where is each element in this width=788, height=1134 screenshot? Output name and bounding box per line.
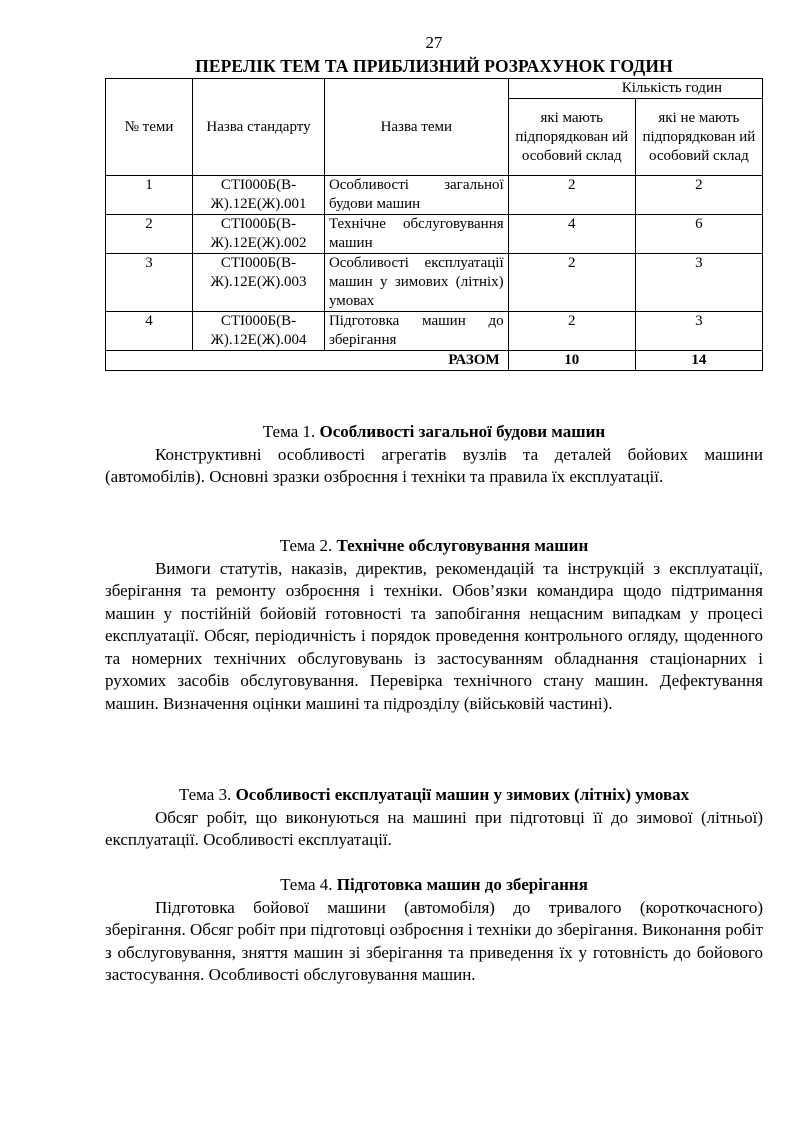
total-hours-no-subordinate: 14 (635, 351, 762, 371)
row-standard: СТІ000Б(В-Ж).12Е(Ж).002 (193, 215, 325, 254)
topic-body: Конструктивні особливості агрегатів вузлів та деталей бойових машини (автомобілів). Основні зразки озброєння і техніки та правила їх експлуатації. (105, 444, 763, 486)
row-number: 4 (106, 312, 193, 351)
topic-body: Підготовка бойової машини (автомобіля) до тривалого (короткочасного) зберігання. Обсяг робіт при підготовці озброєння і техніки до зберігання. Виконання робіт з обслуговування, зняття машин зі зберігання та приведення їх у готовність до бойового застосування. Особливості обслуговування машин. (105, 897, 764, 984)
header-without-subordinates: які не мають підпорядкован ий особовий склад (635, 99, 762, 176)
table-total-row (106, 351, 763, 371)
document-title: ПЕРЕЛІК ТЕМ ТА ПРИБЛИЗНИЙ РОЗРАХУНОК ГОДИН (195, 56, 673, 76)
topic-title: Підготовка машин до зберігання (336, 875, 588, 894)
table-row (106, 176, 763, 215)
topic-heading (105, 421, 763, 444)
row-hours-no-subordinate: 3 (635, 312, 762, 351)
row-topic: Особливості загальної будови машин (324, 176, 508, 215)
table-row (106, 215, 763, 254)
topic-prefix: Тема 2. (279, 536, 333, 555)
topic-title: Особливості експлуатації машин у зимових (літніх) умовах (235, 785, 690, 804)
row-standard: СТІ000Б(В-Ж).12Е(Ж).004 (193, 312, 325, 351)
topic-body: Вимоги статутів, наказів, директив, рекомендацій та інструкцій з експлуатації, зберігання та ремонту озброєння і техніки. Обов’язки командира щодо підтримання машин у постійній бойовій готовності та запобігання нещасним випадкам у процесі експлуатації. Обсяг, періодичність і порядок проведення контрольного огляду, щоденного та номерних технічних обслуговувань із застосуванням обладнання стаціонарних і рухомих засобів обслуговування. Перевірка технічного стану машин. Дефектування машин. Визначення оцінки машині та підрозділу (військовій частині). (105, 558, 763, 713)
row-topic: Технічне обслуговування машин (324, 215, 508, 254)
row-hours-no-subordinate: 3 (635, 254, 762, 312)
row-standard: СТІ000Б(В-Ж).12Е(Ж).003 (193, 254, 325, 312)
row-hours-subordinate: 2 (508, 254, 635, 312)
row-topic: Підготовка машин до зберігання (324, 312, 508, 351)
topic-section-1 (105, 421, 763, 489)
table-row (106, 312, 763, 351)
total-label: РАЗОМ (106, 351, 509, 371)
topic-heading (105, 874, 763, 897)
topic-heading (105, 784, 763, 807)
topic-prefix: Тема 3. (178, 785, 232, 804)
row-number: 1 (106, 176, 193, 215)
table-header-row (106, 79, 763, 99)
topic-title: Особливості загальної будови машин (319, 422, 606, 441)
row-hours-subordinate: 4 (508, 215, 635, 254)
row-hours-no-subordinate: 2 (635, 176, 762, 215)
topic-prefix: Тема 4. (280, 875, 333, 894)
topic-body: Обсяг робіт, що виконуються на машині при підготовці її до зимової (літньої) експлуатації. Особливості експлуатації. (105, 807, 763, 849)
header-standard-name: Назва стандарту (193, 79, 325, 176)
row-number: 3 (106, 254, 193, 312)
row-standard: СТІ000Б(В-Ж).12Е(Ж).001 (193, 176, 325, 215)
row-number: 2 (106, 215, 193, 254)
row-hours-subordinate: 2 (508, 312, 635, 351)
topic-section-4 (105, 874, 763, 987)
row-hours-no-subordinate: 6 (635, 215, 762, 254)
topic-section-2 (105, 535, 763, 715)
header-hours-group: Кількість годин (508, 79, 762, 99)
row-topic: Особливості експлуатації машин у зимових (літніх) умовах (324, 254, 508, 312)
header-with-subordinates: які мають підпорядкован ий особовий склад (508, 99, 635, 176)
table-row (106, 254, 763, 312)
header-topic-name: Назва теми (324, 79, 508, 176)
topic-heading (105, 535, 763, 558)
total-hours-subordinate: 10 (508, 351, 635, 371)
topic-prefix: Тема 1. (262, 422, 316, 441)
row-hours-subordinate: 2 (508, 176, 635, 215)
topics-hours-table (105, 78, 763, 371)
topic-section-3 (105, 784, 763, 852)
page-number: 27 (425, 33, 443, 52)
topic-title: Технічне обслуговування машин (336, 536, 589, 555)
header-topic-number: № теми (106, 79, 193, 176)
